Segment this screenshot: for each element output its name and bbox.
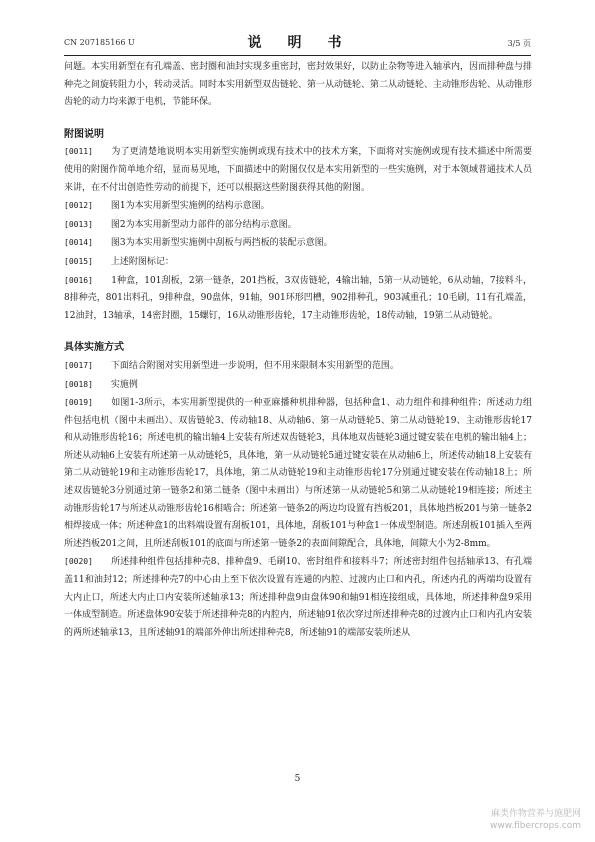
- document-title: 说 明 书: [247, 35, 348, 51]
- numbered-paragraph: [64, 553, 532, 642]
- numbered-paragraph: [64, 234, 532, 253]
- paragraph-number: [0013]: [64, 219, 93, 229]
- paragraph-number: [0020]: [64, 557, 93, 567]
- paragraph-text: 1种盒，101刮板，2第一链条，201挡板，3双齿链轮，4输出轴，5第一从动链轮，6从动轴，7接料斗，8排种壳，801出料孔，9排种盘，90盘体，91轴，901环形凹槽，902排种孔，903减重孔；10毛刷，11有孔端盖，12油封，13轴承，14密封圈，15螺钉，16从动锥形齿轮，17主动锥形齿轮，18传动轴，19第二从动链轮。: [64, 275, 532, 321]
- paragraph-text: 图3为本实用新型实施例中刮板与两挡板的装配示意图。: [110, 238, 333, 249]
- paragraph-text: 为了更清楚地说明本实用新型实施例或现有技术中的技术方案，下面将对实施例或现有技术描述中所需要使用的附图作简单地介绍，显而易见地，下面描述中的附图仅仅是本实用新型的一些实施例，对于本领域普通技术人员来讲，在不付出创造性劳动的前提下，还可以根据这些附图获得其他的附图。: [64, 147, 533, 193]
- embodiment-paragraphs: [64, 357, 532, 643]
- numbered-paragraph: [64, 143, 532, 197]
- numbered-paragraph: [64, 253, 532, 272]
- paragraph-number: [0011]: [64, 147, 93, 157]
- paragraph-number: [0014]: [64, 238, 93, 248]
- numbered-paragraph: [64, 357, 532, 376]
- paragraph-text: 实施例: [110, 379, 138, 390]
- watermark: [490, 808, 581, 832]
- paragraph-number: [0017]: [64, 360, 93, 370]
- drawings-paragraphs: [64, 143, 532, 325]
- numbered-paragraph: [64, 376, 532, 395]
- numbered-paragraph: [64, 197, 532, 216]
- numbered-paragraph: [64, 394, 532, 553]
- paragraph-text: 图1为本实用新型实施例的结构示意图。: [110, 201, 270, 212]
- paragraph-number: [0012]: [64, 201, 93, 211]
- watermark-line-1: 麻类作物营养与施肥网: [490, 809, 581, 819]
- paragraph-text: 图2为本实用新型动力部件的部分结构示意图。: [110, 219, 297, 230]
- numbered-paragraph: [64, 216, 532, 235]
- page-indicator: 3/5 页: [507, 39, 531, 48]
- intro-paragraph: 问题。本实用新型在有孔端盖、密封圈和油封实现多重密封，密封效果好，以防止杂物等进入轴承内，因而排种盘与排种壳之间旋转阻力小，转动灵活。同时本实用新型双齿链轮、第一从动链轮、第二从动链轮、主动锥形齿轮、从动锥形齿轮的动力均来源于电机，节能环保。: [64, 62, 533, 108]
- paragraph-number: [0019]: [64, 398, 93, 408]
- header-divider: [64, 55, 531, 56]
- paragraph-text: 如图1-3所示，本实用新型提供的一种亚麻播种机排种器，包括种盒1、动力组件和排种组件；所述动力组件包括电机（图中未画出）、双齿链轮3、传动轴18、从动轴6、第一从动链轮5、第二从动链轮19、主动锥形齿轮17和从动锥形齿轮16；所述电机的输出轴4上安装有所述双齿链轮3，具体地双齿链轮3通过键安装在电机的输出轴4上；所述从动轴6上安装有所述第一从动链轮5，具体地，第一从动链轮5通过键安装在从动轴6上，所述传动轴18上安装有第二从动链轮19和主动锥形齿轮17，具体地，第二从动链轮19和主动锥形齿轮17分别通过键安装在传动轴18上；所述双齿链轮3分别通过第一链条2和第二链条（图中未画出）与所述第一从动链轮5和第二从动链轮19相连接；所述主动锥形齿轮17与所述从动锥形齿轮16相啮合；所述第一链条2的两边均设置有挡板201，具体地挡板201与第一链条2相焊接成一体；所述种盒1的出料端设置有刮板101，具体地，刮板101与种盒1一体成型制造。所述刮板101插入至两所述挡板201之间，且所述刮板101的底面与所述第一链条2的表面间隙配合，具体地，间隙大小为2-8mm。: [64, 398, 532, 549]
- section-heading-embodiment: 具体实施方式: [64, 342, 124, 354]
- paragraph-number: [0016]: [64, 275, 93, 285]
- numbered-paragraph: [64, 272, 532, 326]
- page-footer: [0, 774, 595, 784]
- section-heading-drawings: 附图说明: [64, 128, 104, 140]
- page-number: 5: [294, 774, 301, 784]
- paragraph-text: 下面结合附图对实用新型进一步说明，但不用来限制本实用新型的范围。: [110, 360, 399, 371]
- paragraph-number: [0018]: [64, 379, 93, 389]
- paragraph-text: 所述排种组件包括排种壳8、排种盘9、毛刷10、密封组件和接料斗7；所述密封组件包括轴承13、有孔端盖11和油封12；所述排种壳7的中心由上至下依次设置有连通的内腔、过渡内止口和内孔，所述内孔的两端均设置有大内止口，所述大内止口内安装所述轴承13；所述排种盘9由盘体90和轴91相连接组成，具体地，所述排种盘9采用一体成型制造。所述盘体90安装于所述排种壳8的内腔内，所述轴91依次穿过所述排种壳8的过渡内止口和内孔内安装的两所述轴承13，且所述轴91的端部外伸出所述排种壳8，所述轴91的端部安装所述从: [64, 557, 532, 638]
- watermark-line-2: www.fibercrops.com: [490, 821, 581, 831]
- document-body: [64, 59, 532, 642]
- paragraph-number: [0015]: [64, 256, 93, 266]
- page-header: [64, 30, 531, 52]
- patent-number: CN 207185166 U: [64, 38, 135, 47]
- paragraph-text: 上述附图标记：: [110, 256, 174, 267]
